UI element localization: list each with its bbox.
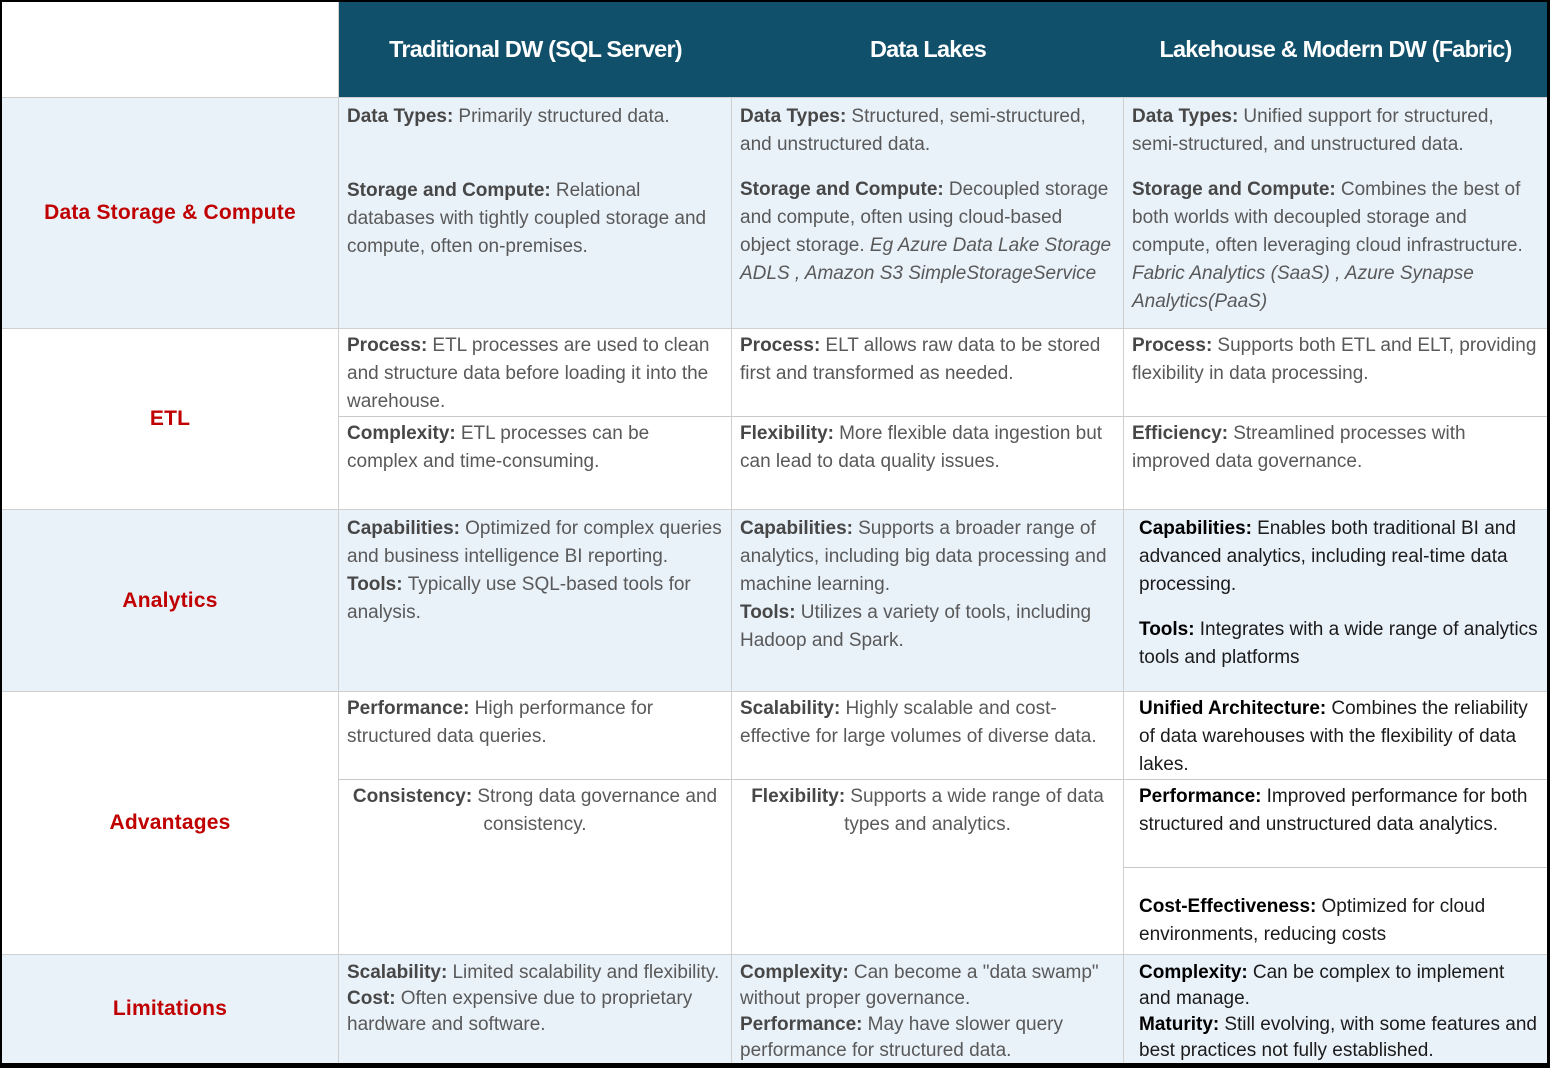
- sub-cell-performance: [339, 692, 731, 779]
- desc: Combines the reliability of data warehouses with the flexibility of data lakes.: [1139, 698, 1528, 775]
- desc: Enables both traditional BI and advanced analytics, including real-time data processing.: [1139, 518, 1516, 595]
- row-label-text: Limitations: [112, 997, 228, 1020]
- desc: Can be complex to implement and manage.: [1139, 962, 1505, 1009]
- term: Storage and Compute:: [347, 180, 551, 201]
- sub-cell-cost-effectiveness: [1124, 867, 1547, 954]
- desc: Can become a "data swamp" without proper governance.: [740, 962, 1099, 1009]
- row-label-etl: [2, 329, 338, 509]
- term: Cost-Effectiveness:: [1139, 896, 1317, 917]
- desc: High performance for structured data queries.: [347, 698, 654, 747]
- sub-cell-consistency: [339, 779, 731, 954]
- term: Capabilities:: [1139, 518, 1252, 539]
- term: Flexibility:: [740, 423, 834, 444]
- paragraph: [740, 1012, 1115, 1063]
- paragraph: [1139, 1012, 1539, 1063]
- sub-cell-flexibility: [732, 416, 1123, 509]
- term: Data Types:: [1132, 106, 1239, 127]
- cell-advantages-traditional: [339, 692, 731, 954]
- desc: Decoupled storage and compute, often using cloud-based object storage.: [740, 179, 1109, 256]
- desc: Structured, semi-structured, and unstructured data.: [740, 106, 1086, 155]
- paragraph: [1132, 103, 1539, 159]
- row-label-analytics: [2, 510, 338, 691]
- column-header-data-lakes: Data Lakes: [869, 35, 987, 62]
- row-label-text: Analytics: [122, 588, 218, 612]
- example-text: Fabric Analytics (SaaS) , Azure Synapse Analytics(PaaS): [1132, 263, 1474, 312]
- paragraph: [1139, 515, 1539, 599]
- desc: Primarily structured data.: [458, 106, 670, 127]
- sub-cell-process: [1124, 329, 1547, 416]
- desc: ETL processes are used to clean and structure data before loading it into the warehouse.: [347, 335, 710, 412]
- term: Unified Architecture:: [1139, 698, 1327, 719]
- term: Tools:: [1139, 619, 1195, 640]
- paragraph: [347, 515, 723, 571]
- desc: Utilizes a variety of tools, including Hadoop and Spark.: [740, 602, 1092, 651]
- cell-analytics-traditional: [339, 510, 731, 691]
- example-text: Eg Azure Data Lake Storage ADLS , Amazon S3 SimpleStorageService: [740, 235, 1112, 284]
- desc: ETL processes can be complex and time-consuming.: [347, 423, 650, 472]
- term: Flexibility:: [751, 786, 846, 807]
- term: Capabilities:: [740, 518, 853, 539]
- cell-etl-traditional: [339, 329, 731, 509]
- term: Maturity:: [1139, 1014, 1220, 1035]
- row-label-data-storage-compute: [2, 98, 338, 328]
- desc: Combines the best of both worlds with decoupled storage and compute, often leveraging cloud infrastructure.: [1132, 179, 1523, 256]
- term: Complexity:: [347, 423, 456, 444]
- row-label-text: Data Storage & Compute: [44, 201, 296, 224]
- desc: Supports a broader range of analytics, including big data processing and machine learning.: [740, 518, 1107, 595]
- paragraph: [347, 571, 723, 627]
- paragraph: [1139, 616, 1539, 672]
- column-header-lakehouse-fabric: Lakehouse & Modern DW (Fabric): [1159, 35, 1512, 62]
- paragraph: [1139, 960, 1539, 1012]
- desc: Improved performance for both structured and unstructured data analytics.: [1139, 786, 1528, 835]
- header-corner-cell: [2, 2, 338, 97]
- desc: Optimized for cloud environments, reducing costs: [1139, 896, 1486, 945]
- sub-cell-performance: [1124, 779, 1547, 867]
- sub-cell-complexity: [339, 416, 731, 509]
- cell-advantages-lakes: [732, 692, 1123, 954]
- paragraph: [740, 960, 1115, 1012]
- desc: May have slower query performance for structured data.: [740, 1014, 1063, 1061]
- cell-storage-lakes: [732, 98, 1123, 328]
- desc: Supports a wide range of data types and analytics.: [844, 786, 1104, 835]
- paragraph: [347, 103, 723, 131]
- term: Storage and Compute:: [1132, 179, 1336, 200]
- sub-cell-scalability: [732, 692, 1123, 779]
- term: Storage and Compute:: [740, 179, 944, 200]
- term: Data Types:: [740, 106, 847, 127]
- desc: Highly scalable and cost-effective for large volumes of diverse data.: [740, 698, 1097, 747]
- desc: Integrates with a wide range of analytics tools and platforms: [1139, 619, 1538, 668]
- term: Process:: [740, 335, 821, 356]
- desc: Limited scalability and flexibility.: [452, 962, 720, 983]
- paragraph: [347, 986, 723, 1038]
- paragraph: [740, 176, 1115, 288]
- term: Performance:: [740, 1014, 863, 1035]
- term: Scalability:: [347, 962, 448, 983]
- desc: Unified support for structured, semi-structured, and unstructured data.: [1132, 106, 1494, 155]
- desc: More flexible data ingestion but can lead to data quality issues.: [740, 423, 1103, 472]
- term: Performance:: [347, 698, 470, 719]
- paragraph: [1132, 176, 1539, 316]
- column-header-traditional-dw: Traditional DW (SQL Server): [389, 35, 682, 62]
- paragraph: [347, 960, 723, 986]
- term: Tools:: [347, 574, 403, 595]
- cell-limitations-traditional: [339, 955, 731, 1063]
- term: Tools:: [740, 602, 796, 623]
- desc: Strong data governance and consistency.: [477, 786, 718, 835]
- desc: Supports both ETL and ELT, providing flexibility in data processing.: [1132, 335, 1537, 384]
- term: Process:: [347, 335, 428, 356]
- term: Process:: [1132, 335, 1213, 356]
- sub-cell-process: [732, 329, 1123, 416]
- row-label-text: Advantages: [109, 811, 231, 834]
- term: Scalability:: [740, 698, 841, 719]
- sub-cell-process: [339, 329, 731, 416]
- row-label-limitations: [2, 955, 338, 1063]
- row-label-advantages: [2, 692, 338, 954]
- cell-storage-fabric: [1124, 98, 1547, 328]
- desc: Streamlined processes with improved data governance.: [1132, 423, 1466, 472]
- paragraph: [740, 599, 1115, 655]
- header-row: [339, 2, 1547, 97]
- sub-cell-efficiency: [1124, 416, 1547, 509]
- term: Complexity:: [740, 962, 849, 983]
- term: Capabilities:: [347, 518, 460, 539]
- term: Complexity:: [1139, 962, 1248, 983]
- cell-advantages-fabric: [1124, 692, 1547, 954]
- desc: Optimized for complex queries and business intelligence BI reporting.: [347, 518, 722, 567]
- cell-analytics-lakes: [732, 510, 1123, 691]
- cell-etl-fabric: [1124, 329, 1547, 509]
- desc: Often expensive due to proprietary hardware and software.: [347, 988, 693, 1035]
- paragraph: [740, 515, 1115, 599]
- desc: Still evolving, with some features and best practices not fully established.: [1139, 1014, 1537, 1061]
- sub-cell-flexibility: [732, 779, 1123, 954]
- cell-analytics-fabric: [1124, 510, 1547, 691]
- comparison-table: [2, 2, 1547, 1063]
- cell-limitations-fabric: [1124, 955, 1547, 1063]
- desc: Relational databases with tightly coupled storage and compute, often on-premises.: [347, 180, 707, 257]
- desc: Typically use SQL-based tools for analysis.: [347, 574, 691, 623]
- term: Cost:: [347, 988, 396, 1009]
- cell-etl-lakes: [732, 329, 1123, 509]
- cell-limitations-lakes: [732, 955, 1123, 1063]
- sub-cell-unified-architecture: [1124, 692, 1547, 779]
- paragraph: [740, 103, 1115, 159]
- paragraph: [347, 177, 723, 261]
- row-label-text: ETL: [149, 407, 191, 430]
- desc: ELT allows raw data to be stored first and transformed as needed.: [740, 335, 1101, 384]
- term: Data Types:: [347, 106, 454, 127]
- term: Efficiency:: [1132, 423, 1229, 444]
- cell-storage-traditional: [339, 98, 731, 328]
- term: Consistency:: [352, 786, 473, 807]
- term: Performance:: [1139, 786, 1262, 807]
